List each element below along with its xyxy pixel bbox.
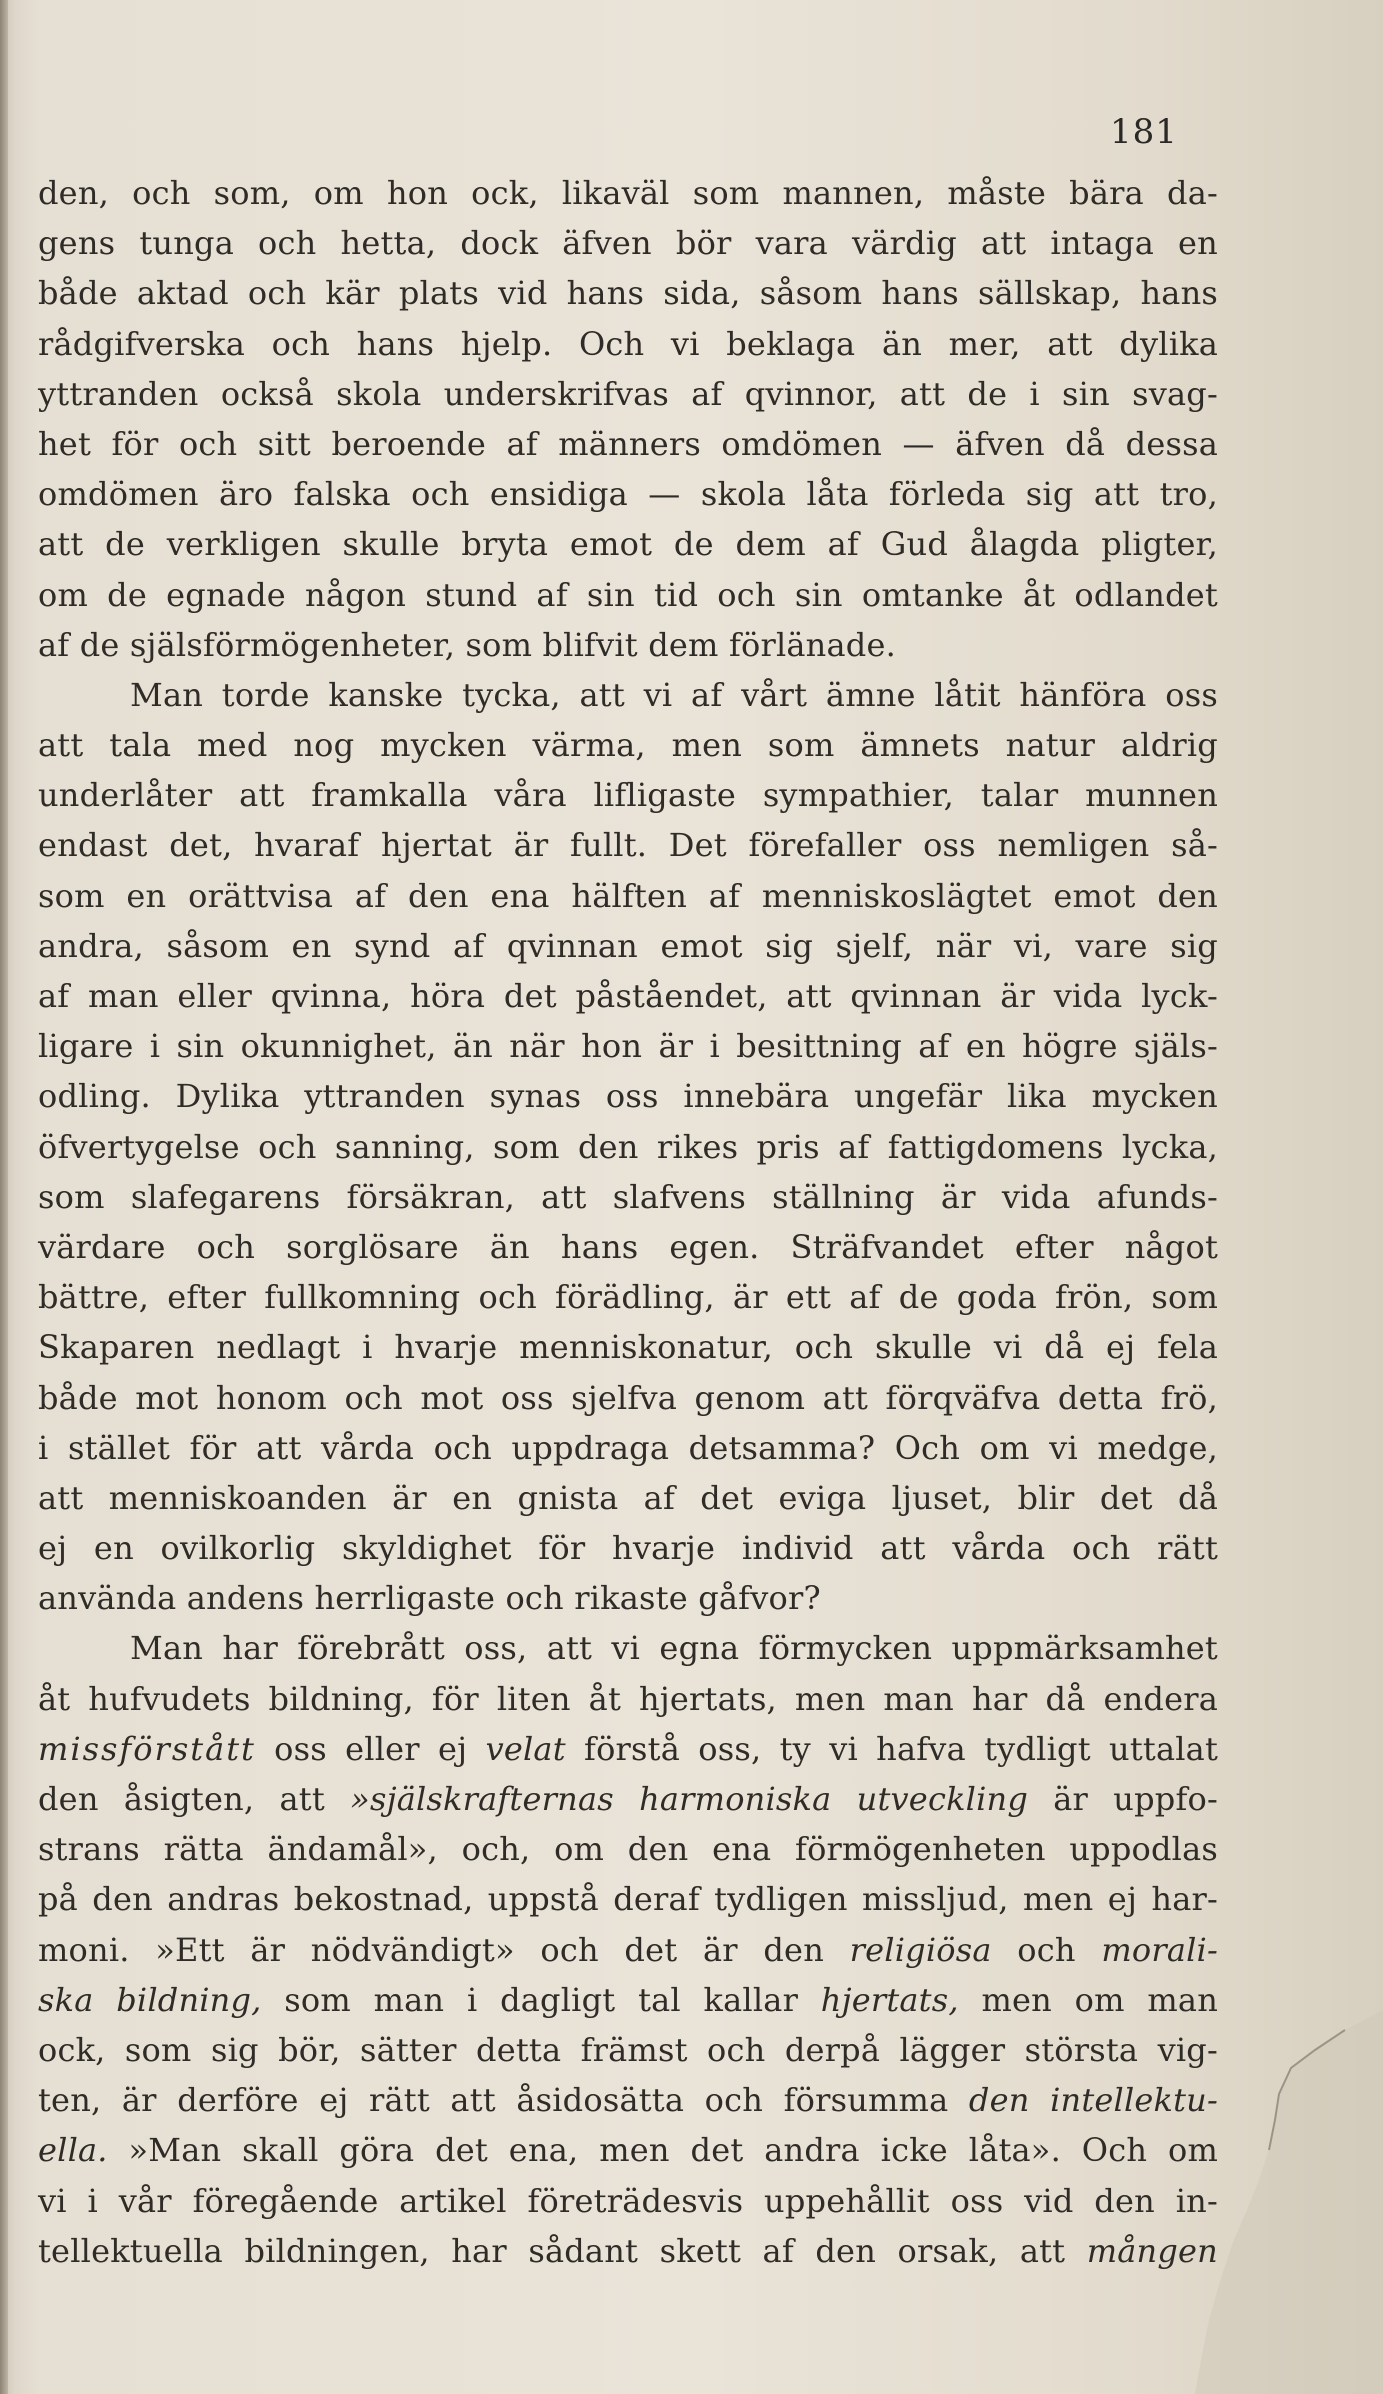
text-segment: men om man: [958, 1980, 1219, 2019]
emphasized-text: mången: [1086, 2231, 1218, 2270]
text-segment: i stället för att vårda och uppdraga detsamma? Och om vi medge,: [38, 1428, 1218, 1467]
page-binding-edge: [0, 0, 8, 2394]
text-segment: bättre, efter fullkomning och förädling, är ett af de goda frön, som: [38, 1278, 1218, 1317]
text-line: [38, 1071, 1218, 1121]
text-line: [38, 1172, 1218, 1222]
text-segment: tellektuella bildningen, har sådant skett af den orsak, att: [38, 2231, 1087, 2270]
emphasized-text: religiösa: [849, 1930, 992, 1969]
text-line: [38, 570, 1218, 620]
text-segment: som man i dagligt tal kallar: [261, 1980, 821, 2019]
text-segment: och: [991, 1930, 1102, 1969]
text-line: [38, 1874, 1218, 1924]
text-line: [38, 1222, 1218, 1272]
text-segment: »Man skall göra det ena, men det andra icke låta». Och om: [107, 2131, 1218, 2170]
text-segment: att tala med nog mycken värma, men som ämnets natur aldrig: [38, 726, 1218, 765]
text-line: [38, 1623, 1218, 1673]
text-line: [38, 268, 1218, 318]
text-line: [38, 1373, 1218, 1423]
text-line: [38, 1021, 1218, 1071]
text-line: [38, 1824, 1218, 1874]
text-segment: på den andras bekostnad, uppstå deraf tydligen missljud, men ej har-: [38, 1880, 1218, 1919]
text-line: [38, 1473, 1218, 1523]
body-text: [38, 168, 1218, 2276]
emphasized-text: »själskrafternas harmoniska utveckling: [350, 1780, 1029, 1818]
text-segment: gens tunga och hetta, dock äfven bör vara värdig att intaga en: [38, 224, 1218, 263]
text-segment: oss eller ej: [255, 1729, 486, 1768]
text-line: [38, 1774, 1218, 1824]
emphasized-text: missförstått: [38, 1729, 256, 1768]
text-segment: att de verkligen skulle bryta emot de dem af Gud ålagda pligter,: [38, 525, 1218, 564]
emphasized-text: ella.: [38, 2131, 108, 2170]
text-line: [38, 519, 1218, 569]
text-segment: ej en ovilkorlig skyldighet för hvarje individ att vårda och rätt: [38, 1529, 1218, 1568]
text-line: [38, 168, 1218, 218]
emphasized-text: den intellektu-: [968, 2081, 1219, 2120]
text-line: [38, 469, 1218, 519]
text-line: [38, 620, 1218, 670]
text-segment: om de egnade någon stund af sin tid och sin omtanke åt odlandet: [38, 575, 1218, 614]
text-line: [38, 1423, 1218, 1473]
text-line: [38, 218, 1218, 268]
emphasized-text: hjertats,: [820, 1980, 959, 2019]
text-segment: het för och sitt beroende af männers omdömen — äfven då dessa: [38, 424, 1218, 463]
text-segment: ten, är derföre ej rätt att åsidosätta och försumma: [38, 2081, 969, 2120]
text-segment: rådgifverska och hans hjelp. Och vi beklaga än mer, att dylika: [38, 324, 1218, 363]
text-segment: odling. Dylika yttranden synas oss innebära ungefär lika mycken: [38, 1077, 1218, 1116]
text-line: [38, 1272, 1218, 1322]
text-segment: både aktad och kär plats vid hans sida, såsom hans sällskap, hans: [38, 274, 1218, 313]
text-segment: yttranden också skola underskrifvas af qvinnor, att de i sin svag-: [38, 374, 1218, 413]
text-segment: af de själsförmögenheter, som blifvit dem förlänade.: [38, 625, 896, 664]
text-line: [38, 369, 1218, 419]
torn-corner-decoration: [1195, 2010, 1383, 2394]
text-line: [38, 419, 1218, 469]
text-segment: både mot honom och mot oss sjelfva genom att förqväfva detta frö,: [38, 1378, 1218, 1417]
text-segment: Man har förebrått oss, att vi egna förmycken uppmärksamhet: [130, 1629, 1218, 1668]
text-line: [38, 2125, 1218, 2175]
text-segment: värdare och sorglösare än hans egen. Sträfvandet efter något: [38, 1227, 1218, 1266]
text-line: [38, 971, 1218, 1021]
text-segment: förstå oss, ty vi hafva tydligt uttalat: [565, 1729, 1218, 1768]
text-segment: som en orättvisa af den ena hälften af menniskoslägtet emot den: [38, 876, 1218, 915]
text-segment: strans rätta ändamål», och, om den ena förmögenheten uppodlas: [38, 1830, 1218, 1869]
text-segment: af man eller qvinna, höra det påståendet, att qvinnan är vida lyck-: [38, 977, 1218, 1015]
text-segment: åt hufvudets bildning, för liten åt hjertats, men man har då endera: [38, 1679, 1218, 1718]
text-segment: andra, såsom en synd af qvinnan emot sig sjelf, när vi, vare sig: [38, 926, 1218, 965]
text-line: [38, 2025, 1218, 2075]
text-segment: använda andens herrligaste och rikaste gåfvor?: [38, 1579, 821, 1618]
text-segment: Man torde kanske tycka, att vi af vårt ämne låtit hänföra oss: [130, 675, 1218, 714]
text-segment: öfvertygelse och sanning, som den rikes pris af fattigdomens lycka,: [38, 1127, 1218, 1166]
text-line: [38, 1724, 1218, 1774]
text-segment: den, och som, om hon ock, likaväl som mannen, måste bära da-: [38, 174, 1218, 212]
text-line: [38, 871, 1218, 921]
text-segment: omdömen äro falska och ensidiga — skola låta förleda sig att tro,: [38, 475, 1218, 514]
text-line: [38, 770, 1218, 820]
text-segment: som slafegarens försäkran, att slafvens ställning är vida afunds-: [38, 1177, 1218, 1216]
page-number: 181: [1110, 112, 1178, 152]
text-line: [38, 670, 1218, 720]
text-segment: moni. »Ett är nödvändigt» och det är den: [38, 1930, 850, 1969]
text-line: [38, 1674, 1218, 1724]
text-line: [38, 720, 1218, 770]
text-segment: är uppfo-: [1028, 1780, 1218, 1818]
text-line: [38, 820, 1218, 870]
text-segment: ligare i sin okunnighet, än när hon är i besittning af en högre själs-: [38, 1027, 1218, 1066]
text-segment: underlåter att framkalla våra lifligaste sympathier, talar munnen: [38, 776, 1218, 815]
text-line: [38, 1523, 1218, 1573]
emphasized-text: morali-: [1101, 1930, 1219, 1969]
text-segment: endast det, hvaraf hjertat är fullt. Det förefaller oss nemligen så-: [38, 826, 1218, 865]
text-line: [38, 1322, 1218, 1372]
text-line: [38, 2226, 1218, 2276]
text-line: [38, 1573, 1218, 1623]
emphasized-text: velat: [485, 1729, 566, 1768]
text-line: [38, 1925, 1218, 1975]
text-segment: att menniskoanden är en gnista af det eviga ljuset, blir det då: [38, 1478, 1218, 1517]
text-line: [38, 1122, 1218, 1172]
text-segment: Skaparen nedlagt i hvarje menniskonatur, och skulle vi då ej fela: [38, 1328, 1218, 1367]
text-line: [38, 1975, 1218, 2025]
text-segment: vi i vår föregående artikel företrädesvis uppehållit oss vid den in-: [38, 2181, 1218, 2220]
text-line: [38, 921, 1218, 971]
text-line: [38, 2176, 1218, 2226]
text-segment: den åsigten, att: [38, 1780, 351, 1818]
emphasized-text: ska bildning,: [38, 1980, 262, 2019]
text-line: [38, 2075, 1218, 2125]
text-segment: ock, som sig bör, sätter detta främst och derpå lägger största vig-: [38, 2030, 1218, 2069]
text-line: [38, 319, 1218, 369]
